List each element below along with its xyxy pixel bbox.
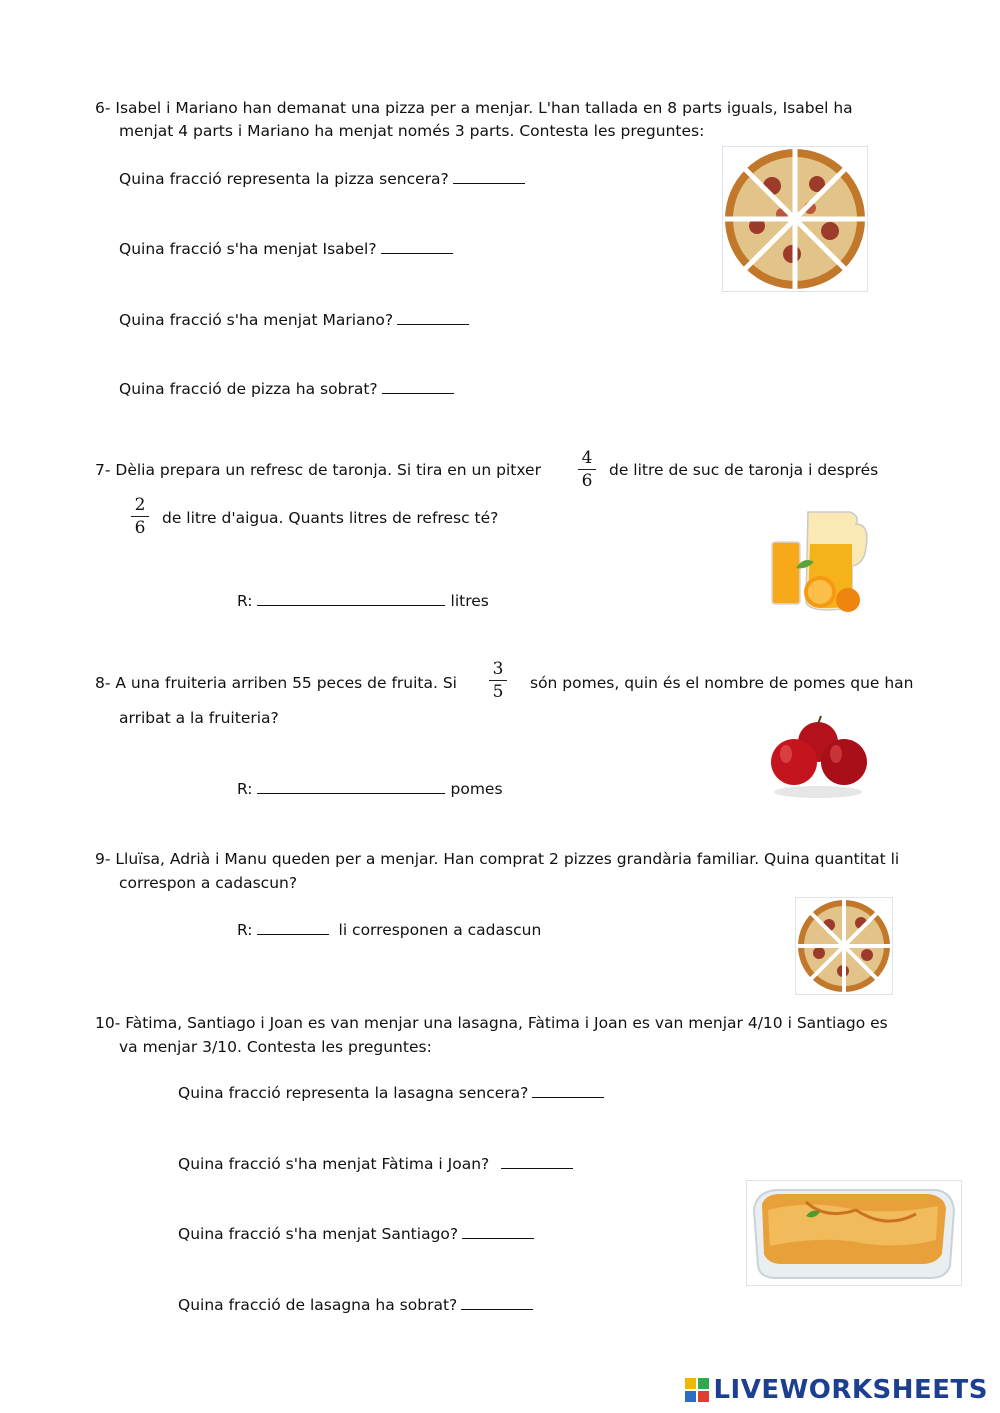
q6-statement-line2: menjat 4 parts i Mariano ha menjat només 3 parts. Contesta les preguntes: bbox=[119, 122, 705, 140]
answer-blank[interactable] bbox=[382, 378, 454, 394]
q8-fraction bbox=[489, 659, 507, 702]
brand-text: LIVEWORKSHEETS bbox=[713, 1375, 988, 1405]
q6-question-2: Quina fracció s'ha menjat Isabel? bbox=[119, 238, 453, 260]
answer-blank[interactable] bbox=[453, 168, 525, 184]
q10-statement-line2: va menjar 3/10. Contesta les preguntes: bbox=[119, 1038, 432, 1056]
fraction-numerator: 4 bbox=[581, 448, 593, 468]
q6-statement-line1: 6- Isabel i Mariano han demanat una pizza per a menjar. L'han tallada en 8 parts iguals, Isabel ha bbox=[95, 99, 853, 117]
fraction-bar bbox=[489, 680, 507, 681]
liveworksheets-logo-icon bbox=[685, 1378, 709, 1402]
q10-question-3: Quina fracció s'ha menjat Santiago? bbox=[178, 1223, 534, 1245]
q7-answer-line: R: litres bbox=[237, 592, 489, 610]
q10-question-2: Quina fracció s'ha menjat Fàtima i Joan? bbox=[178, 1153, 573, 1175]
q8-statement-part1: 8- A una fruiteria arriben 55 peces de fruita. Si bbox=[95, 674, 457, 692]
q10-question-4: Quina fracció de lasagna ha sobrat? bbox=[178, 1294, 533, 1316]
q8-statement-line2: arribat a la fruiteria? bbox=[119, 709, 279, 727]
orange-juice-image bbox=[768, 504, 872, 616]
answer-blank[interactable] bbox=[257, 590, 445, 606]
fraction-numerator: 2 bbox=[134, 495, 146, 515]
answer-blank[interactable] bbox=[257, 919, 329, 935]
q9-statement-line1: 9- Lluïsa, Adrià i Manu queden per a menjar. Han comprat 2 pizzes grandària familiar. Quina quantitat li bbox=[95, 850, 900, 868]
answer-blank[interactable] bbox=[381, 238, 453, 254]
fraction-denominator: 5 bbox=[492, 682, 504, 702]
lasagna-image bbox=[746, 1180, 962, 1286]
q9-answer-line: R: li corresponen a cadascun bbox=[237, 921, 542, 939]
q6-question-1: Quina fracció representa la pizza sencera? bbox=[119, 168, 525, 190]
fraction-denominator: 6 bbox=[134, 518, 146, 538]
answer-blank[interactable] bbox=[257, 778, 445, 794]
answer-blank[interactable] bbox=[501, 1153, 573, 1169]
fraction-bar bbox=[578, 469, 596, 470]
answer-blank[interactable] bbox=[397, 309, 469, 325]
q10-question-1: Quina fracció representa la lasagna sencera? bbox=[178, 1082, 604, 1104]
answer-blank[interactable] bbox=[462, 1223, 534, 1239]
answer-blank[interactable] bbox=[532, 1082, 604, 1098]
answer-blank[interactable] bbox=[461, 1294, 533, 1310]
apples-image bbox=[766, 712, 872, 802]
q7-statement-line2: de litre d'aigua. Quants litres de refresc té? bbox=[162, 509, 499, 527]
q7-statement-part1: 7- Dèlia prepara un refresc de taronja. Si tira en un pitxer bbox=[95, 461, 541, 479]
fraction-bar bbox=[131, 516, 149, 517]
q8-answer-line: R: pomes bbox=[237, 780, 503, 798]
pizza-image-small bbox=[795, 897, 893, 995]
q7-fraction-juice bbox=[578, 448, 596, 491]
q8-statement-part2: són pomes, quin és el nombre de pomes que han bbox=[530, 674, 914, 692]
q7-fraction-water bbox=[131, 495, 149, 538]
q10-statement-line1: 10- Fàtima, Santiago i Joan es van menjar una lasagna, Fàtima i Joan es van menjar 4/10 i Santiago es bbox=[95, 1014, 888, 1032]
q6-question-4: Quina fracció de pizza ha sobrat? bbox=[119, 378, 454, 400]
liveworksheets-logo bbox=[685, 1375, 988, 1405]
fraction-denominator: 6 bbox=[581, 471, 593, 491]
q9-statement-line2: correspon a cadascun? bbox=[119, 874, 298, 892]
q6-question-3: Quina fracció s'ha menjat Mariano? bbox=[119, 309, 469, 331]
q7-statement-part2: de litre de suc de taronja i després bbox=[609, 461, 879, 479]
fraction-numerator: 3 bbox=[492, 659, 504, 679]
pizza-image bbox=[722, 146, 868, 292]
